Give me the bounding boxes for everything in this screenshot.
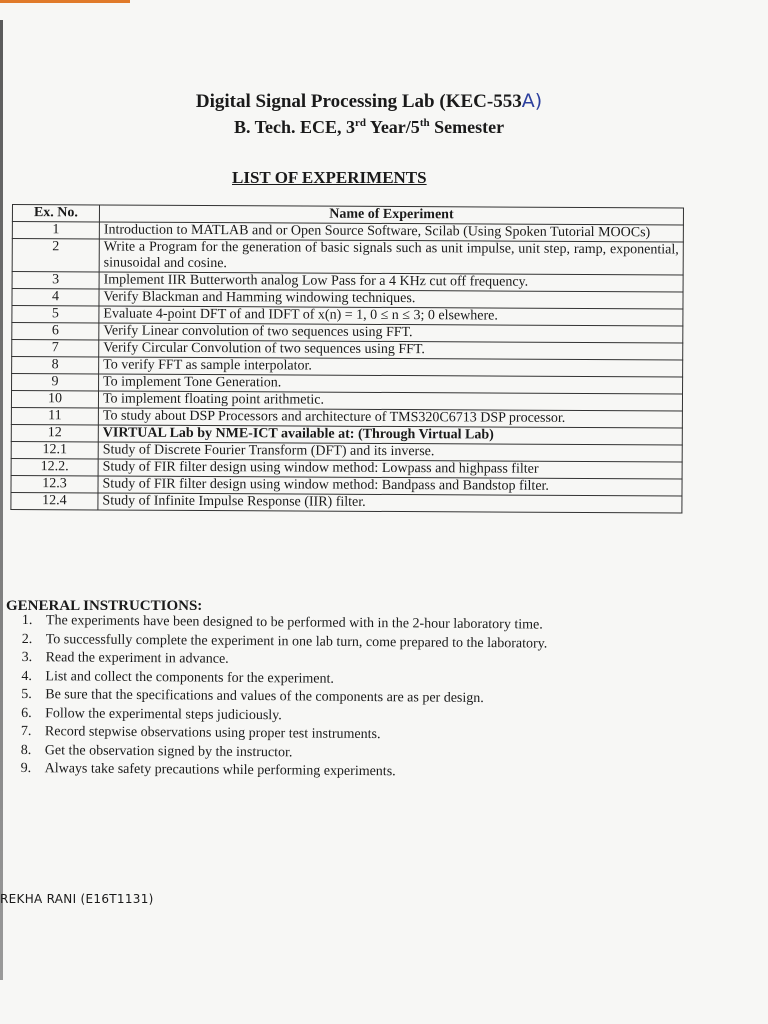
column-header-ex-no: Ex. No. <box>12 205 99 222</box>
experiment-name: Study of Infinite Impulse Response (IIR) filter. <box>98 493 682 513</box>
experiments-table <box>10 204 684 514</box>
experiment-number: 3 <box>12 272 99 289</box>
subtitle-suffix: Semester <box>429 117 505 137</box>
subtitle-middle: Year/5 <box>365 117 420 137</box>
instruction-text: Follow the experimental steps judiciously. <box>45 705 282 723</box>
experiment-number: 12.1 <box>11 441 98 458</box>
subtitle-superscript-rd: rd <box>354 117 366 129</box>
experiment-name: To implement Tone Generation. <box>99 374 683 394</box>
instruction-text: Get the observation signed by the instructor. <box>44 742 293 760</box>
column-header-experiment-name: Name of Experiment <box>99 205 683 225</box>
experiment-name: To implement floating point arithmetic. <box>98 391 682 411</box>
subtitle-prefix: B. Tech. ECE, 3 <box>233 117 355 137</box>
subtitle-superscript-th: th <box>419 117 430 129</box>
instruction-number: 8. <box>20 742 32 758</box>
table-row <box>11 492 682 513</box>
experiment-name: Write a Program for the generation of basic signals such as unit impulse, unit step, ramp, exponential, sinusoidal and cosine. <box>99 239 683 275</box>
list-of-experiments-heading: LIST OF EXPERIMENTS <box>232 168 427 187</box>
instruction-number: 7. <box>20 723 32 740</box>
experiment-number: 8 <box>12 357 99 374</box>
experiment-name: To study about DSP Processors and architecture of TMS320C6713 DSP processor. <box>98 408 682 428</box>
experiment-number: 12.4 <box>11 492 98 509</box>
experiment-number: 7 <box>12 340 99 357</box>
experiment-name: Implement IIR Butterworth analog Low Pass for a 4 KHz cut off frequency. <box>99 272 683 292</box>
experiment-number: 12 <box>11 424 98 441</box>
experiment-name: Verify Circular Convolution of two sequences using FFT. <box>99 340 683 360</box>
experiment-number: 6 <box>12 323 99 340</box>
experiments-table-body <box>11 222 683 514</box>
experiment-number: 5 <box>12 306 99 323</box>
instruction-text: List and collect the components for the experiment. <box>45 668 334 687</box>
instruction-text: Always take safety precautions while performing experiments. <box>44 761 396 780</box>
general-instructions-list <box>21 612 682 784</box>
instruction-number: 3. <box>21 649 33 666</box>
experiment-name: To verify FFT as sample interpolator. <box>99 357 683 377</box>
left-edge-shadow <box>0 20 3 980</box>
experiment-name: Study of FIR filter design using window method: Bandpass and Bandstop filter. <box>98 476 682 496</box>
instruction-number: 9. <box>20 760 32 777</box>
experiment-name: Verify Linear convolution of two sequences using FFT. <box>99 323 683 343</box>
instruction-number: 2. <box>21 631 33 647</box>
experiment-name: Study of FIR filter design using window method: Lowpass and highpass filter <box>98 459 682 479</box>
footer-student-name: REKHA RANI (E16T1131) <box>0 892 154 906</box>
lab-subtitle <box>0 117 753 138</box>
top-edge-strip <box>0 0 130 3</box>
instruction-text: Be sure that the specifications and values of the components are as per design. <box>45 687 484 707</box>
experiment-number: 9 <box>12 374 99 391</box>
instruction-text: To successfully complete the experiment in one lab turn, come prepared to the laboratory. <box>45 631 548 652</box>
experiment-name: Study of Discrete Fourier Transform (DFT) and its inverse. <box>98 442 682 462</box>
instruction-text: The experiments have been designed to be performed with in the 2-hour laboratory time. <box>45 613 543 633</box>
experiment-number: 2 <box>12 239 99 272</box>
experiment-number: 11 <box>11 407 98 424</box>
experiment-number: 1 <box>12 222 99 239</box>
instruction-text: Record stepwise observations using proper test instruments. <box>44 724 381 743</box>
experiment-number: 4 <box>12 289 99 306</box>
experiment-name: VIRTUAL Lab by NME-ICT available at: (Through Virtual Lab) <box>98 425 682 445</box>
experiment-name: Introduction to MATLAB and or Open Source Software, Scilab (Using Spoken Tutorial MOOCs) <box>99 222 683 242</box>
experiment-name: Evaluate 4-point DFT of and IDFT of x(n) = 1, 0 ≤ n ≤ 3; 0 elsewhere. <box>99 306 683 326</box>
general-instructions-heading: GENERAL INSTRUCTIONS: <box>6 598 203 614</box>
lab-title-text: Digital Signal Processing Lab (KEC-553 <box>195 91 522 112</box>
instruction-number: 4. <box>21 668 33 684</box>
instruction-number: 5. <box>21 686 32 703</box>
instruction-number: 1. <box>21 612 33 629</box>
experiment-number: 10 <box>11 391 98 408</box>
lab-title <box>0 90 753 113</box>
instruction-text: Read the experiment in advance. <box>45 650 229 667</box>
handwritten-suffix: A) <box>521 90 543 112</box>
experiment-name: Verify Blackman and Hamming windowing techniques. <box>99 289 683 309</box>
experiment-number: 12.2. <box>11 458 98 475</box>
experiment-number: 12.3 <box>11 475 98 492</box>
instruction-number: 6. <box>21 705 32 721</box>
table-row <box>12 239 683 276</box>
